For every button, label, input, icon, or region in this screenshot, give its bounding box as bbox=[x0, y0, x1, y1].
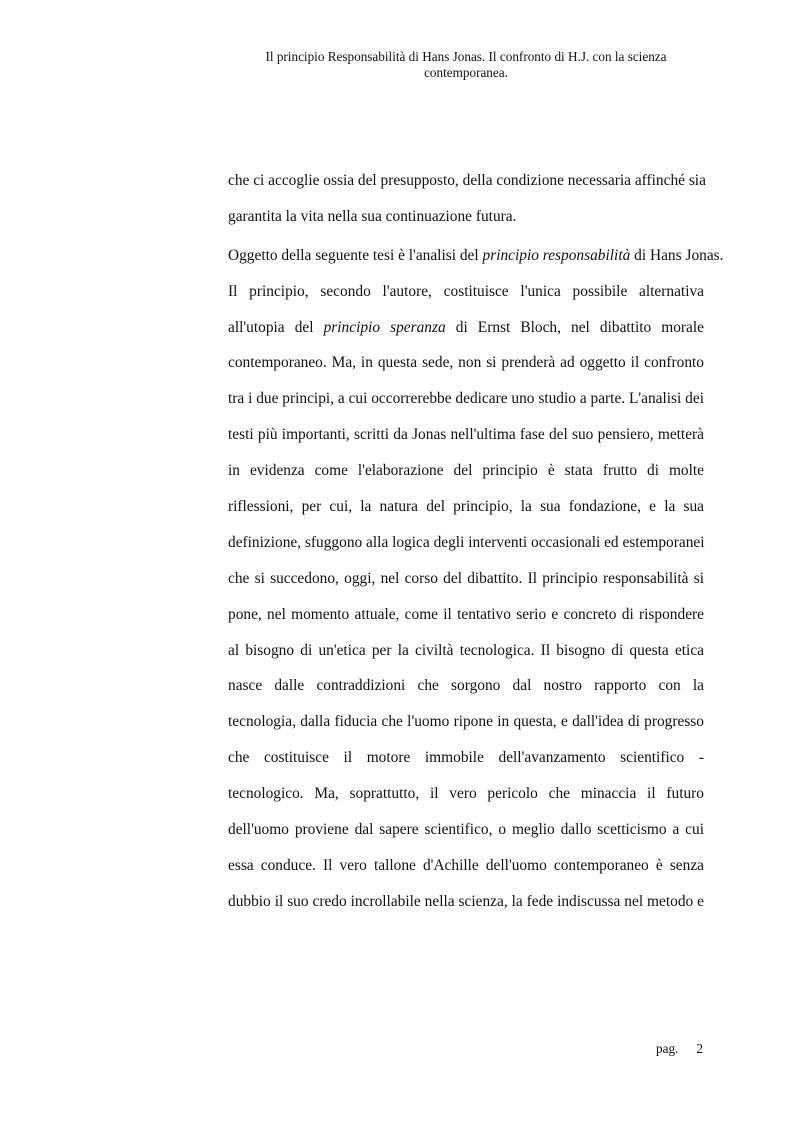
header-line-2: contemporanea. bbox=[424, 65, 508, 80]
page-number: 2 bbox=[696, 1041, 703, 1056]
body-text bbox=[228, 163, 724, 920]
text-line: al bisogno di un'etica per la civiltà tecnologica. Il bisogno di questa etica bbox=[228, 641, 704, 659]
italic-term: principio responsabilità bbox=[482, 246, 631, 264]
text-line: nasce dalle contraddizioni che sorgono dal nostro rapporto con la bbox=[228, 677, 704, 695]
text-line: testi più importanti, scritti da Jonas nell'ultima fase del suo pensiero, metterà bbox=[228, 426, 704, 444]
text-line: essa conduce. Il vero tallone d'Achille dell'uomo contemporaneo è senza bbox=[228, 856, 704, 874]
text-line: Il principio, secondo l'autore, costituisce l'unica possibile alternativa bbox=[228, 282, 704, 300]
text-line: tecnologico. Ma, soprattutto, il vero pericolo che minaccia il futuro bbox=[228, 785, 704, 803]
header-line-1: Il principio Responsabilità di Hans Jonas. Il confronto di H.J. con la scienza bbox=[265, 49, 667, 64]
running-header bbox=[228, 49, 704, 81]
text-line: tra i due principi, a cui occorrerebbe dedicare uno studio a parte. L'analisi dei bbox=[228, 390, 704, 408]
paragraph-2 bbox=[228, 238, 724, 920]
text-line: che si succedono, oggi, nel corso del dibattito. Il principio responsabilità si bbox=[228, 569, 704, 587]
text-line: garantita la vita nella sua continuazione futura. bbox=[228, 207, 517, 225]
text-line: Oggetto della seguente tesi è l'analisi del principio responsabilità di Hans Jonas. bbox=[228, 246, 724, 264]
text-line: dell'uomo proviene dal sapere scientifico, o meglio dallo scetticismo a cui bbox=[228, 821, 704, 839]
text-line: dubbio il suo credo incrollabile nella scienza, la fede indiscussa nel metodo e bbox=[228, 892, 704, 910]
text-line: all'utopia del principio speranza di Ernst Bloch, nel dibattito morale bbox=[228, 318, 705, 336]
text-line: contemporaneo. Ma, in questa sede, non si prenderà ad oggetto il confronto bbox=[228, 354, 704, 372]
text-line: in evidenza come l'elaborazione del principio è stata frutto di molte bbox=[228, 462, 704, 480]
text-line: che ci accoglie ossia del presupposto, della condizione necessaria affinché sia bbox=[228, 172, 706, 189]
text-line: che costituisce il motore immobile dell'avanzamento scientifico - bbox=[228, 749, 704, 767]
paragraph-1 bbox=[228, 163, 704, 235]
text-line: riflessioni, per cui, la natura del principio, la sua fondazione, e la sua bbox=[228, 498, 704, 516]
page-footer bbox=[656, 1041, 703, 1057]
text-line: pone, nel momento attuale, come il tentativo serio e concreto di rispondere bbox=[228, 605, 704, 623]
italic-term: principio speranza bbox=[323, 318, 446, 336]
text-line: definizione, sfuggono alla logica degli interventi occasionali ed estemporanei bbox=[228, 533, 705, 551]
page-label: pag. bbox=[656, 1041, 679, 1056]
text-line: tecnologia, dalla fiducia che l'uomo ripone in questa, e dall'idea di progresso bbox=[228, 713, 704, 731]
